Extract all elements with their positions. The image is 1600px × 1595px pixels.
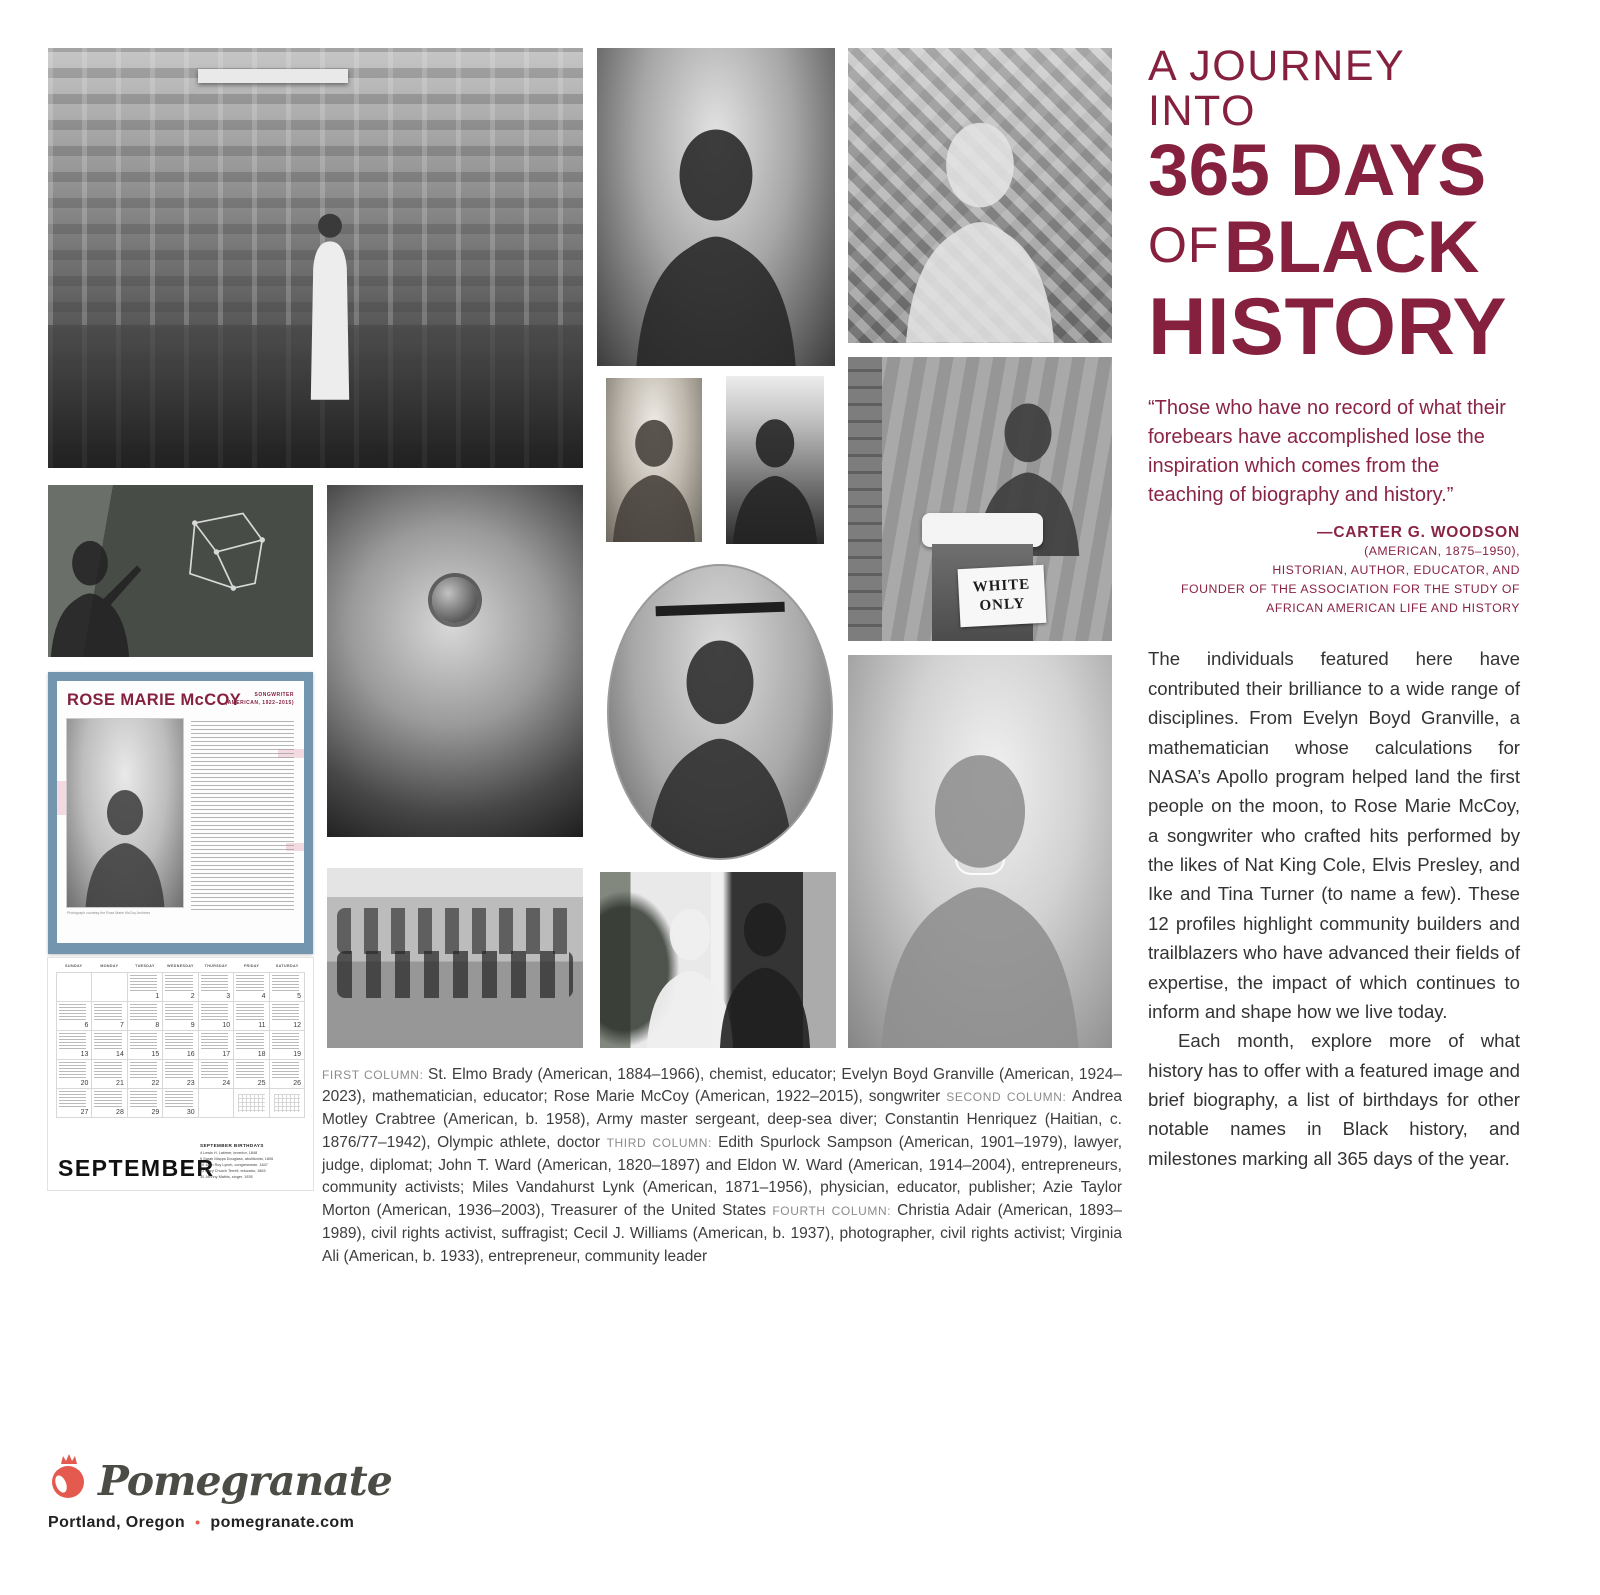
- lab-light-fixture: [198, 69, 348, 83]
- calendar-cell: 11: [234, 1002, 269, 1031]
- birthday-item: 9 Sarah Mapps Douglass, abolitionist, 1806: [200, 1156, 274, 1161]
- calendar-cell: 30: [163, 1089, 198, 1118]
- photo-edith-spurlock-sampson: [597, 48, 835, 366]
- title-of: OF: [1148, 216, 1220, 273]
- calendar-cell: 2: [163, 973, 198, 1002]
- caption-text-first-column: St. Elmo Brady (American, 1884–1966), chemist, educator; Evelyn Boyd Granville (American, 1924–2023), mathematician, educator; Rose Marie McCoy (American, 1922–2015), songwriter: [322, 1065, 1122, 1106]
- calendar-cell: 17: [199, 1031, 234, 1060]
- calendar-day-header: WEDNESDAY: [167, 964, 194, 968]
- intro-body-text: [1148, 644, 1520, 1173]
- calendar-cell: 7: [92, 1002, 127, 1031]
- quote-attribution: [1148, 524, 1520, 618]
- calendar-cell: [199, 1089, 234, 1118]
- caption-label-second-column: SECOND COLUMN:: [946, 1090, 1073, 1105]
- calendar-cell: 19: [270, 1031, 305, 1060]
- photo-andrea-motley-crabtree-diver: [327, 485, 583, 837]
- tagline-separator-dot: •: [195, 1514, 201, 1530]
- person-silhouette: [615, 607, 824, 858]
- calendar-cell: 27: [57, 1089, 92, 1118]
- brand-wordmark: Pomegranate: [98, 1457, 392, 1505]
- birthday-item: 10 John Roy Lynch, congressman, 1847: [200, 1162, 268, 1167]
- calendar-cell: 28: [92, 1089, 127, 1118]
- calendar-cell: 5: [270, 973, 305, 1002]
- photo-azie-taylor-morton-handshake: [600, 872, 836, 1048]
- white-only-sign: WHITE ONLY: [957, 565, 1046, 627]
- photo-st-elmo-brady-lab: [48, 48, 583, 468]
- brick-wall: [848, 357, 882, 641]
- person-silhouette: [874, 89, 1085, 343]
- birthday-list: [200, 1150, 305, 1180]
- caption-text-fourth-column: Christia Adair (American, 1893–1989), civil rights activist, suffragist; Cecil J. Williams (American, b. 1937), photographer, civil rights activist; Virginia Ali (American, b. 1933), entrepreneur, community leader: [322, 1202, 1123, 1265]
- calendar-cell: 8: [128, 1002, 163, 1031]
- photo-christia-adair-mural: [848, 48, 1112, 343]
- photo-white-only-drinking-fountain: [848, 357, 1112, 641]
- birthday-item: 23 Mary Church Terrell, educator, 1863: [200, 1168, 266, 1173]
- featured-bio-text-block: [191, 721, 294, 911]
- calendar-day-headers: [56, 964, 305, 968]
- pomegranate-logo-icon: [48, 1452, 88, 1502]
- featured-photo-rose-marie-mccoy: [67, 719, 183, 907]
- caption-text-second-column: Andrea Motley Crabtree (American, b. 1958), Army master sergeant, deep-sea diver; Constantin Henriquez (Haitian, c. 1876/77–1942), Olympic athlete, doctor: [322, 1088, 1123, 1151]
- person-silhouette: [695, 879, 836, 1048]
- photo-evelyn-boyd-granville-blackboard: [48, 485, 313, 657]
- calendar-cell: 21: [92, 1060, 127, 1089]
- photo-constantin-henriquez-rugby-team: [327, 868, 583, 1048]
- pink-accent: [57, 781, 67, 815]
- featured-page: [57, 681, 304, 943]
- photo-john-t-ward: [606, 378, 702, 542]
- publisher-footer: [48, 1452, 468, 1532]
- person-silhouette: [726, 400, 824, 544]
- calendar-day-header: FRIDAY: [243, 964, 260, 968]
- chalk-diagram: [146, 499, 292, 619]
- attribution-name: —CARTER G. WOODSON: [1317, 524, 1520, 542]
- calendar-cell: 4: [234, 973, 269, 1002]
- attribution-detail: AFRICAN AMERICAN LIFE AND HISTORY: [1266, 601, 1520, 616]
- featured-role-line: SONGWRITER: [254, 692, 294, 698]
- calendar-cell: 25: [234, 1060, 269, 1089]
- calendar-cell: [270, 1089, 305, 1118]
- publisher-website: pomegranate.com: [210, 1514, 355, 1531]
- title-line-4: HISTORY: [1148, 282, 1508, 373]
- calendar-day-header: THURSDAY: [204, 964, 228, 968]
- brand-row: [48, 1452, 468, 1505]
- photo-virginia-ali-portrait: [848, 655, 1112, 1048]
- birthday-list-title: SEPTEMBER BIRTHDAYS: [200, 1142, 264, 1148]
- calendar-cell: [234, 1089, 269, 1118]
- calendar-cell: 18: [234, 1031, 269, 1060]
- caption-label-fourth-column: FOURTH COLUMN:: [772, 1204, 898, 1219]
- featured-month-page-preview: [48, 672, 313, 954]
- photo-miles-vandahurst-lynk-oval: [600, 558, 836, 862]
- woodson-quote: “Those who have no record of what their forebears have accomplished lose the inspiration which comes from the teaching of biography and history.”: [1148, 397, 1506, 507]
- calendar-grid-page-preview: [48, 958, 313, 1190]
- team-row: [337, 951, 573, 998]
- person-silhouette: [848, 710, 1112, 1048]
- attribution-detail: (AMERICAN, 1875–1950),: [1364, 544, 1520, 559]
- publisher-location: Portland, Oregon: [48, 1514, 186, 1531]
- calendar-day-header: SUNDAY: [65, 964, 83, 968]
- title-line-2: 365 DAYS: [1148, 130, 1487, 212]
- calendar-day-header: MONDAY: [100, 964, 119, 968]
- collage-caption: [322, 1064, 1122, 1269]
- calendar-cell: 6: [57, 1002, 92, 1031]
- calendar-cell: 1: [128, 973, 163, 1002]
- calendar-cell: 13: [57, 1031, 92, 1060]
- birthday-item: 30 Johnny Mathis, singer, 1935: [200, 1174, 253, 1179]
- calendar-cell: 26: [270, 1060, 305, 1089]
- calendar-cell: [92, 973, 127, 1002]
- calendar-cell: 3: [199, 973, 234, 1002]
- calendar-cell: [57, 973, 92, 1002]
- calendar-cell: 29: [128, 1089, 163, 1118]
- oval-frame: [607, 564, 833, 860]
- photo-eldon-w-ward: [726, 376, 824, 544]
- chemist-figure: [294, 140, 366, 468]
- right-text-column: [1148, 44, 1520, 1173]
- calendar-cell: 22: [128, 1060, 163, 1089]
- calendar-cell: 9: [163, 1002, 198, 1031]
- fountain-basin: [922, 513, 1043, 547]
- teacher-silhouette: [48, 523, 146, 657]
- calendar-day-header: TUESDAY: [135, 964, 155, 968]
- featured-photo-credit: Photograph courtesy the Rose Marie McCoy Archives: [67, 911, 151, 915]
- calendar-month-label: SEPTEMBER: [58, 1155, 215, 1181]
- caption-label-third-column: THIRD COLUMN:: [606, 1135, 719, 1150]
- publisher-tagline: [48, 1514, 468, 1532]
- calendar-cell: 16: [163, 1031, 198, 1060]
- attribution-detail: HISTORIAN, AUTHOR, EDUCATOR, AND: [1272, 563, 1520, 578]
- title-line-1: A JOURNEY INTO: [1148, 42, 1405, 136]
- calendar-cell: 24: [199, 1060, 234, 1089]
- team-row: [337, 908, 573, 955]
- calendar-cell: 14: [92, 1031, 127, 1060]
- featured-role: [225, 692, 294, 707]
- title-black: BLACK: [1223, 206, 1480, 288]
- calendar-cell: 12: [270, 1002, 305, 1031]
- featured-name: ROSE MARIE McCOY: [67, 691, 242, 709]
- featured-dates-line: (AMERICAN, 1922–2015): [225, 699, 294, 706]
- calendar-grid: [56, 972, 305, 1118]
- calendar-cell: 10: [199, 1002, 234, 1031]
- attribution-detail: FOUNDER OF THE ASSOCIATION FOR THE STUDY OF: [1181, 582, 1520, 597]
- intro-paragraph-2: Each month, explore more of what history has to offer with a featured image and brief biography, a list of birthdays for other notable names in Black history, and milestones marking all 365 days of the year.: [1148, 1030, 1520, 1169]
- title-line-3: [1148, 206, 1520, 288]
- intro-paragraph-1: The individuals featured here have contributed their brilliance to a wide range of disciplines. From Evelyn Boyd Granville, a mathematician whose calculations for NASA’s Apollo program helped land the first people on the moon, to Rose Marie McCoy, a songwriter who crafted hits performed by the likes of Nat King Cole, Elvis Presley, and Ike and Tina Turner (to name a few). These 12 profiles highlight community builders and trailblazers who have advanced their fields of expertise, the impact of which continues to inform and shape how we live today.: [1148, 648, 1520, 1022]
- diving-helmet: [432, 577, 478, 623]
- calendar-cell: 20: [57, 1060, 92, 1089]
- person-silhouette: [69, 772, 182, 907]
- calendar-cell: 23: [163, 1060, 198, 1089]
- caption-label-first-column: FIRST COLUMN:: [322, 1067, 429, 1082]
- birthday-item: 4 Lewis H. Latimer, inventor, 1848: [200, 1150, 258, 1155]
- person-silhouette: [606, 401, 702, 542]
- birthday-list-block: [200, 1143, 305, 1180]
- person-silhouette: [602, 93, 830, 366]
- calendar-day-header: SATURDAY: [275, 964, 299, 968]
- caption-text-third-column: Edith Spurlock Sampson (American, 1901–1979), lawyer, judge, diplomat; John T. Ward (American, 1820–1897) and Eldon W. Ward (American, 1914–2004), entrepreneurs, community activists; Miles Vandahurst Lynk (American, 1871–1956), physician, educator, publisher; Azie Taylor Morton (American, 1936–2003), Treasurer of the United States: [322, 1133, 1123, 1220]
- calendar-cell: 15: [128, 1031, 163, 1060]
